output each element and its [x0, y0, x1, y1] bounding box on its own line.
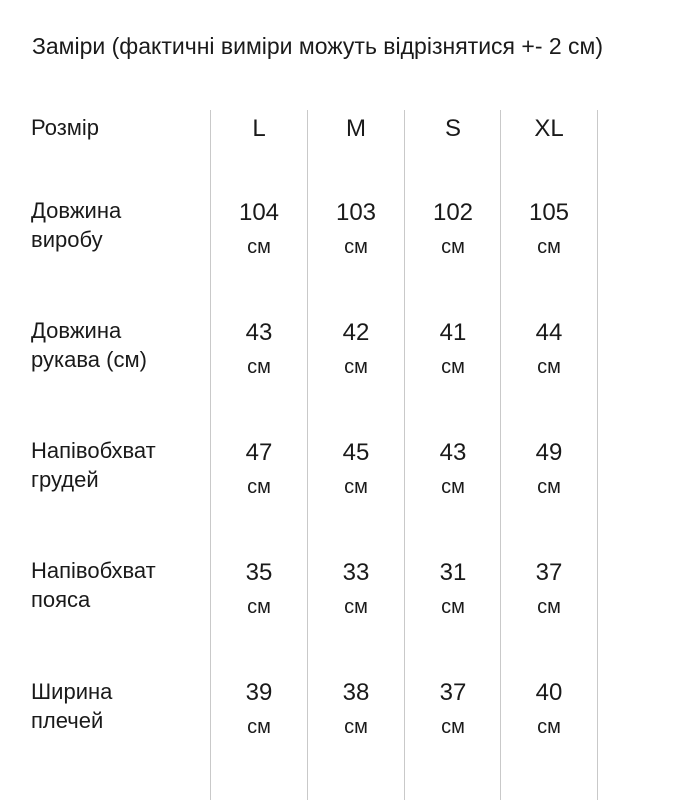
value-cell: 40 см: [535, 679, 563, 738]
row-label: Ширина плечей: [31, 679, 113, 733]
value-cell: 105 см: [528, 199, 570, 258]
value-cell: 39 см: [245, 679, 273, 738]
value-cell: 47 см: [245, 439, 273, 498]
column-divider: [597, 110, 598, 800]
column-divider: [404, 110, 405, 800]
column-divider: [307, 110, 308, 800]
value-cell: 35 см: [245, 559, 273, 618]
value-cell: 45 см: [342, 439, 370, 498]
value-cell: 33 см: [342, 559, 370, 618]
value-cell: 44 см: [535, 319, 563, 378]
row-label: Напівобхват грудей: [31, 438, 156, 492]
row-label: Довжина виробу: [31, 198, 122, 252]
value-cell: 103 см: [335, 199, 377, 258]
value-cell: 43 см: [439, 439, 467, 498]
value-cell: 42 см: [342, 319, 370, 378]
value-cell: 31 см: [439, 559, 467, 618]
value-cell: 43 см: [245, 319, 273, 378]
value-cell: 104 см: [238, 199, 280, 258]
value-cell: 41 см: [439, 319, 467, 378]
value-cell: 37 см: [535, 559, 563, 618]
row-label: Напівобхват пояса: [31, 558, 156, 612]
size-header-m: M: [346, 115, 366, 142]
size-header-l: L: [252, 115, 266, 142]
row-label: Довжина рукава (см): [31, 318, 147, 372]
size-header-s: S: [444, 115, 461, 142]
value-cell: 37 см: [439, 679, 467, 738]
column-divider: [210, 110, 211, 800]
value-cell: 49 см: [535, 439, 563, 498]
page-title: Заміри (фактичні виміри можуть відрізнятися +- 2 см): [32, 33, 604, 59]
value-cell: 102 см: [432, 199, 474, 258]
size-header-xl: XL: [534, 115, 564, 142]
value-cell: 38 см: [342, 679, 370, 738]
column-divider: [500, 110, 501, 800]
size-header-label: Розмір: [31, 115, 100, 140]
